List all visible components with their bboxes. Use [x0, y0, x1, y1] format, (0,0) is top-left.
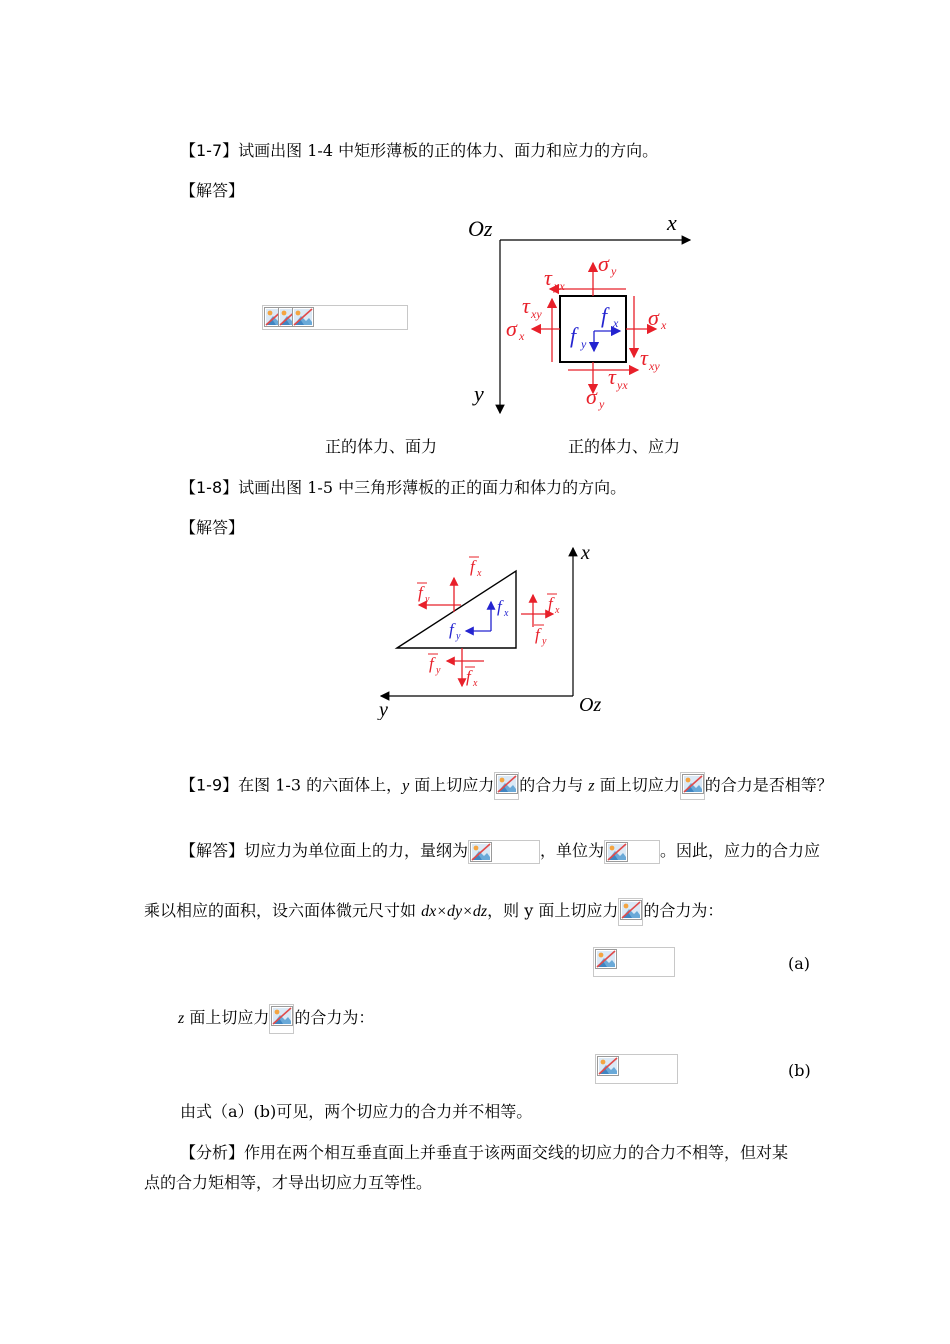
equation-b-image	[595, 1054, 678, 1084]
svg-text:f: f	[429, 654, 434, 673]
caption-left: 正的体力、面力	[325, 437, 438, 456]
z-face-line: z 面上切应力 的合力为：	[178, 1003, 374, 1034]
answer-label: 【解答】	[180, 181, 245, 200]
broken-image-icon	[496, 774, 518, 794]
svg-text:xy: xy	[649, 359, 660, 373]
equation-a-number: (a)	[788, 954, 811, 973]
svg-text:x: x	[613, 316, 619, 330]
broken-image-icon	[595, 949, 617, 969]
origin-label: Oz	[468, 216, 493, 241]
svg-text:f: f	[466, 667, 471, 686]
answer-1-9-line1: 【解答】切应力为单位面上的力，量纲为 ，单位为 。因此，应力的合力应	[180, 838, 820, 864]
svg-text:x: x	[504, 608, 509, 619]
triangle-force-figure	[375, 540, 615, 720]
conclusion-text: 由式（a）(b)可见，两个切应力的合力并不相等。	[180, 1102, 533, 1121]
svg-text:x: x	[555, 605, 560, 616]
svg-text:yx: yx	[554, 279, 565, 293]
broken-image-icon	[470, 842, 492, 862]
svg-text:x: x	[519, 329, 525, 343]
svg-text:σ: σ	[648, 305, 659, 330]
svg-text:y: y	[379, 699, 388, 720]
svg-text:f: f	[418, 583, 423, 602]
svg-text:f: f	[449, 620, 454, 639]
problem-label: 【1-8】	[180, 478, 239, 497]
svg-text:σ: σ	[598, 251, 609, 276]
broken-image-frame	[680, 772, 705, 800]
svg-text:f: f	[570, 323, 577, 348]
analysis-line1: 【分析】作用在两个相互垂直面上并垂直于该两面交线的切应力的合力不相等，但对某	[180, 1143, 789, 1162]
broken-image-icon	[606, 842, 628, 862]
svg-text:f: f	[470, 557, 475, 576]
broken-image-icon	[620, 900, 642, 920]
problem-text: 试画出图 1-4 中矩形薄板的正的体力、面力和应力的方向。	[238, 141, 659, 160]
svg-text:y: y	[611, 264, 617, 278]
equation-b-number: (b)	[788, 1061, 811, 1080]
svg-text:y: y	[425, 594, 430, 605]
svg-text:y: y	[542, 636, 547, 647]
svg-text:τ: τ	[522, 293, 530, 318]
broken-image-icon	[682, 774, 704, 794]
svg-text:Oz: Oz	[579, 694, 602, 716]
broken-image-frame	[269, 1004, 294, 1034]
equation-a-image	[593, 947, 675, 977]
svg-text:f: f	[497, 597, 502, 616]
y-axis-label: y	[474, 381, 484, 406]
answer-1-9-line2: 乘以相应的面积，设六面体微元尺寸如 dx×dy×dz，则 y 面上切应力 的合力为：	[144, 896, 723, 927]
svg-text:y: y	[456, 631, 461, 642]
problem-label: 【1-9】	[180, 775, 239, 795]
svg-text:yx: yx	[617, 378, 628, 392]
broken-image-icon	[271, 1006, 293, 1026]
analysis-label: 【分析】	[180, 1143, 245, 1162]
svg-text:τ: τ	[608, 364, 616, 389]
problem-label: 【1-7】	[180, 141, 239, 160]
svg-text:y: y	[599, 397, 605, 411]
problem-1-9-line: 【1-9】在图 1-3 的六面体上，y 面上切应力 的合力与 z 面上切应力 的合力是否相等？	[180, 772, 833, 800]
broken-image-frame	[618, 898, 643, 926]
svg-text:τ: τ	[544, 265, 552, 290]
broken-image-icon	[597, 1056, 619, 1076]
svg-text:y: y	[581, 337, 587, 351]
answer-label: 【解答】	[180, 518, 245, 537]
svg-text:x: x	[477, 568, 482, 579]
svg-text:x: x	[661, 318, 667, 332]
x-axis-label: x	[667, 210, 677, 235]
svg-text:σ: σ	[586, 384, 597, 409]
problem-1-8-line	[180, 478, 626, 498]
svg-text:x: x	[473, 678, 478, 689]
problem-1-7-line	[180, 141, 658, 161]
svg-text:σ: σ	[506, 316, 517, 341]
broken-image-icon	[292, 307, 314, 327]
problem-text: 试画出图 1-5 中三角形薄板的正的面力和体力的方向。	[238, 478, 627, 497]
svg-text:f: f	[535, 625, 540, 644]
broken-image-frame	[262, 305, 408, 330]
caption-right: 正的体力、应力	[568, 437, 681, 456]
broken-image-frame	[604, 840, 660, 864]
broken-image-frame	[494, 772, 519, 800]
svg-text:y: y	[436, 665, 441, 676]
broken-image-frame	[468, 840, 540, 864]
analysis-line2: 点的合力矩相等，才导出切应力互等性。	[144, 1173, 433, 1192]
svg-text:xy: xy	[531, 307, 542, 321]
rectangle-stress-figure	[460, 205, 710, 420]
svg-text:f: f	[548, 594, 553, 613]
svg-text:x: x	[581, 542, 590, 564]
answer-label: 【解答】	[180, 841, 245, 860]
svg-text:τ: τ	[640, 345, 648, 370]
svg-text:f: f	[601, 303, 608, 328]
